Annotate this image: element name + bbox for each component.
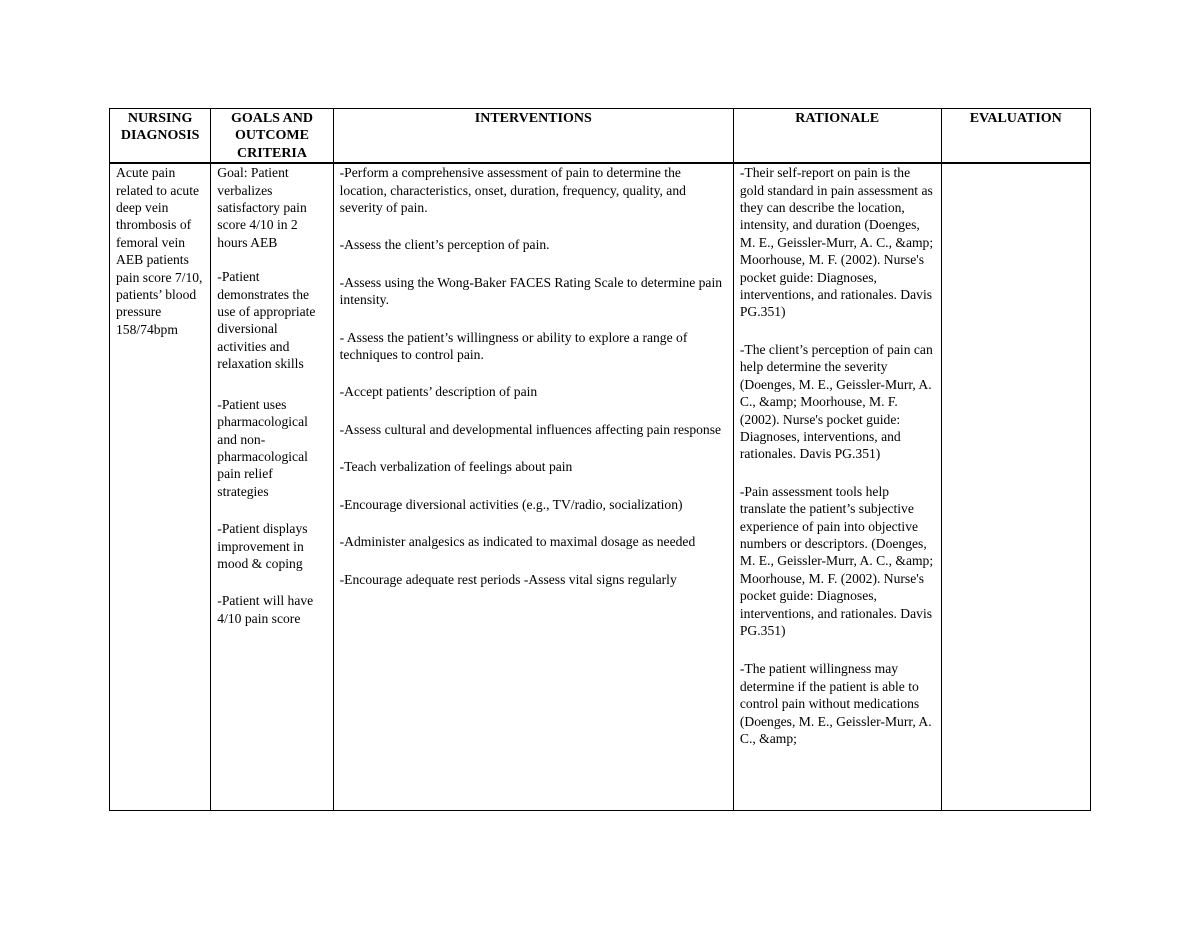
- header-evaluation: EVALUATION: [941, 109, 1091, 164]
- intervention-item: -Perform a comprehensive assessment of pain to determine the location, characteristics, onset, duration, frequency, quality, and severity of pain.: [339, 165, 686, 216]
- header-row: [110, 109, 1091, 164]
- rationale-item: -The client’s perception of pain can help determine the severity (Doenges, M. E., Geissler-Murr, A. C., &amp; Moorhouse, M. F. (2002). Nurse's pocket guide: Diagnoses, interventions, and rationales. Davis PG.351): [739, 341, 933, 462]
- goal-item: -Patient uses pharmacological and non-pharmacological pain relief strategies: [217, 396, 308, 499]
- goal-item: -Patient displays improvement in mood & coping: [217, 521, 308, 571]
- diagnosis-cell: [110, 163, 211, 810]
- goal-item: Goal: Patient verbalizes satisfactory pain score 4/10 in 2 hours AEB: [217, 165, 307, 250]
- goals-cell: [211, 163, 333, 810]
- rationale-cell: [733, 163, 941, 810]
- rationale-item: -Their self-report on pain is the gold standard in pain assessment as they can describe the location, intensity, and duration (Doenges, M. E., Geissler-Murr, A. C., &amp; Moorhouse, M. F. (2002). Nurse's pocket guide: Diagnoses, interventions, and rationales. Davis PG.351): [739, 165, 934, 320]
- header-nursing-diagnosis: NURSING DIAGNOSIS: [110, 109, 211, 164]
- goal-item: -Patient will have 4/10 pain score: [217, 593, 314, 626]
- nursing-care-plan-table: [109, 108, 1091, 811]
- intervention-item: -Accept patients’ description of pain: [339, 384, 538, 400]
- intervention-item: -Assess cultural and developmental influences affecting pain response: [339, 421, 722, 437]
- goal-item: -Patient demonstrates the use of appropriate diversional activities and relaxation skills: [217, 269, 316, 372]
- intervention-item: -Administer analgesics as indicated to maximal dosage as needed: [339, 534, 696, 550]
- intervention-item: -Teach verbalization of feelings about pain: [339, 459, 573, 475]
- header-goals-outcome-criteria: GOALS AND OUTCOME CRITERIA: [211, 109, 333, 164]
- rationale-item: -Pain assessment tools help translate the patient’s subjective experience of pain into objective numbers or descriptors. (Doenges, M. E., Geissler-Murr, A. C., &amp; Moorhouse, M. F. (2002). Nurse's pocket guide: Diagnoses, interventions, and rationales. Davis PG.351): [739, 483, 934, 638]
- header-interventions: INTERVENTIONS: [333, 109, 733, 164]
- interventions-cell: [333, 163, 733, 810]
- intervention-item: -Encourage adequate rest periods -Assess vital signs regularly: [339, 571, 677, 587]
- intervention-item: -Encourage diversional activities (e.g., TV/radio, socialization): [339, 496, 683, 512]
- header-rationale: RATIONALE: [733, 109, 941, 164]
- rationale-item: -The patient willingness may determine if the patient is able to control pain without medications (Doenges, M. E., Geissler-Murr, A. C., &amp;: [739, 661, 932, 746]
- intervention-item: -Assess using the Wong-Baker FACES Rating Scale to determine pain intensity.: [339, 274, 723, 308]
- intervention-item: - Assess the patient’s willingness or ability to explore a range of techniques to control pain.: [339, 329, 688, 363]
- evaluation-cell: [941, 163, 1091, 810]
- table-row: [110, 163, 1091, 810]
- intervention-item: -Assess the client’s perception of pain.: [339, 237, 550, 253]
- diagnosis-text: Acute pain related to acute deep vein thrombosis of femoral vein AEB patients pain score 7/10, patients’ blood pressure 158/74bpm: [116, 165, 203, 337]
